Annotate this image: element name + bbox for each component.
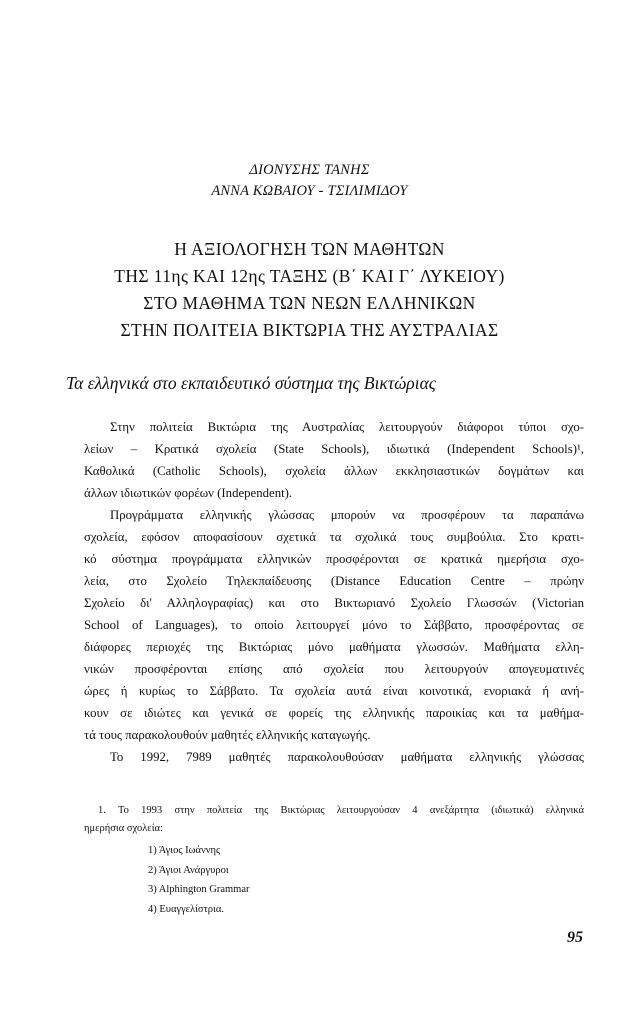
body-line: νικών προσφέρονται επίσης από σχολεία που λειτουργούν απογευματινές <box>84 662 584 676</box>
page-number: 95 <box>567 929 583 946</box>
author-names <box>0 160 619 202</box>
article-title <box>0 236 619 344</box>
footnote-school-item: 1) Άγιος Ιωάννης <box>148 845 221 856</box>
body-line: τά τους παρακολουθούν μαθητές ελληνικής καταγωγής. <box>84 728 371 742</box>
body-line: Το 1992, 7989 μαθητές παρακολουθούσαν μαθήματα ελληνικής γλώσσας <box>110 750 584 764</box>
body-line: λείων – Κρατικά σχολεία (State Schools), ιδιωτικά (Independent Schools)¹, <box>84 442 584 456</box>
author-1: ΔΙΟΝΥΣΗΣ ΤΑΝΗΣ <box>249 162 370 178</box>
title-line-3: ΣΤΟ ΜΑΘΗΜΑ ΤΩΝ ΝΕΩΝ ΕΛΛΗΝΙΚΩΝ <box>143 293 476 313</box>
body-line: λεία, στο Σχολείο Τηλεκπαίδευσης (Distance Education Centre – πρώην <box>84 574 584 588</box>
body-line: Προγράμματα ελληνικής γλώσσας μπορούν να προσφέρουν τα παραπάνω <box>110 508 584 522</box>
footnote-school-list <box>84 841 584 919</box>
body-line: ώρες ή κυρίως το Σάββατο. Τα σχολεία αυτά είναι κοινοτικά, ενοριακά ή ανή- <box>84 684 584 698</box>
footnote-line-2: ημερήσια σχολεία: <box>84 823 163 834</box>
title-line-4: ΣΤΗΝ ΠΟΛΙΤΕΙΑ ΒΙΚΤΩΡΙΑ ΤΗΣ ΑΥΣΤΡΑΛΙΑΣ <box>120 320 499 340</box>
body-line: Καθολικά (Catholic Schools), σχολεία άλλων εκκλησιαστικών δογμάτων και <box>84 464 584 478</box>
body-line: διάφορες περιοχές της Βικτώριας μόνο μαθήματα γλωσσών. Μαθήματα ελλη- <box>84 640 584 654</box>
footnote-school-item: 2) Άγιοι Ανάργυροι <box>148 864 229 876</box>
body-line: κουν σε ιδιώτες και γενικά σε φορείς της ελληνικής παροικίας και τα μαθήμα- <box>84 706 584 720</box>
author-2: ΑΝΝΑ ΚΩΒΑΙΟΥ - ΤΣΙΛΙΜΙΔΟΥ <box>211 183 408 199</box>
footnote <box>84 802 584 919</box>
body-line: άλλων ιδιωτικών φορέων (Independent). <box>84 486 293 500</box>
footnote-school-item: 4) Ευαγγελίστρια. <box>148 903 224 915</box>
body-line: Στην πολιτεία Βικτώρια της Αυστραλίας λειτουργούν διάφοροι τύποι σχο- <box>110 420 584 434</box>
title-line-2: ΤΗΣ 11ης ΚΑΙ 12ης ΤΑΞΗΣ (Β΄ ΚΑΙ Γ΄ ΛΥΚΕΙΟΥ) <box>114 266 505 286</box>
title-line-1: Η ΑΞΙΟΛΟΓΗΣΗ ΤΩΝ ΜΑΘΗΤΩΝ <box>174 239 445 259</box>
body-text <box>84 416 584 768</box>
footnote-line-1: 1. Το 1993 στην πολιτεία της Βικτώριας λειτουργούσαν 4 ανεξάρτητα (ιδιωτικά) ελληνικά <box>98 805 584 816</box>
body-line: κό σύστημα προγράμματα ελληνικών προσφέρονται σε κρατικά ημερήσια σχο- <box>84 552 584 566</box>
footnote-school-item: 3) Alphington Grammar <box>148 884 250 895</box>
body-line: School of Languages), το οποίο λειτουργεί μόνο το Σάββατο, προσφέροντας σε <box>84 618 584 632</box>
section-heading: Τα ελληνικά στο εκπαιδευτικό σύστημα της Βικτώριας <box>66 373 436 393</box>
body-line: Σχολείο δι' Αλληλογραφίας) και στο Βικτωριανό Σχολείο Γλωσσών (Victorian <box>84 596 584 610</box>
body-line: σχολεία, εφόσον αποφασίσουν σχετικά τα σχολικά τους συμβούλια. Στο κρατι- <box>84 530 584 544</box>
